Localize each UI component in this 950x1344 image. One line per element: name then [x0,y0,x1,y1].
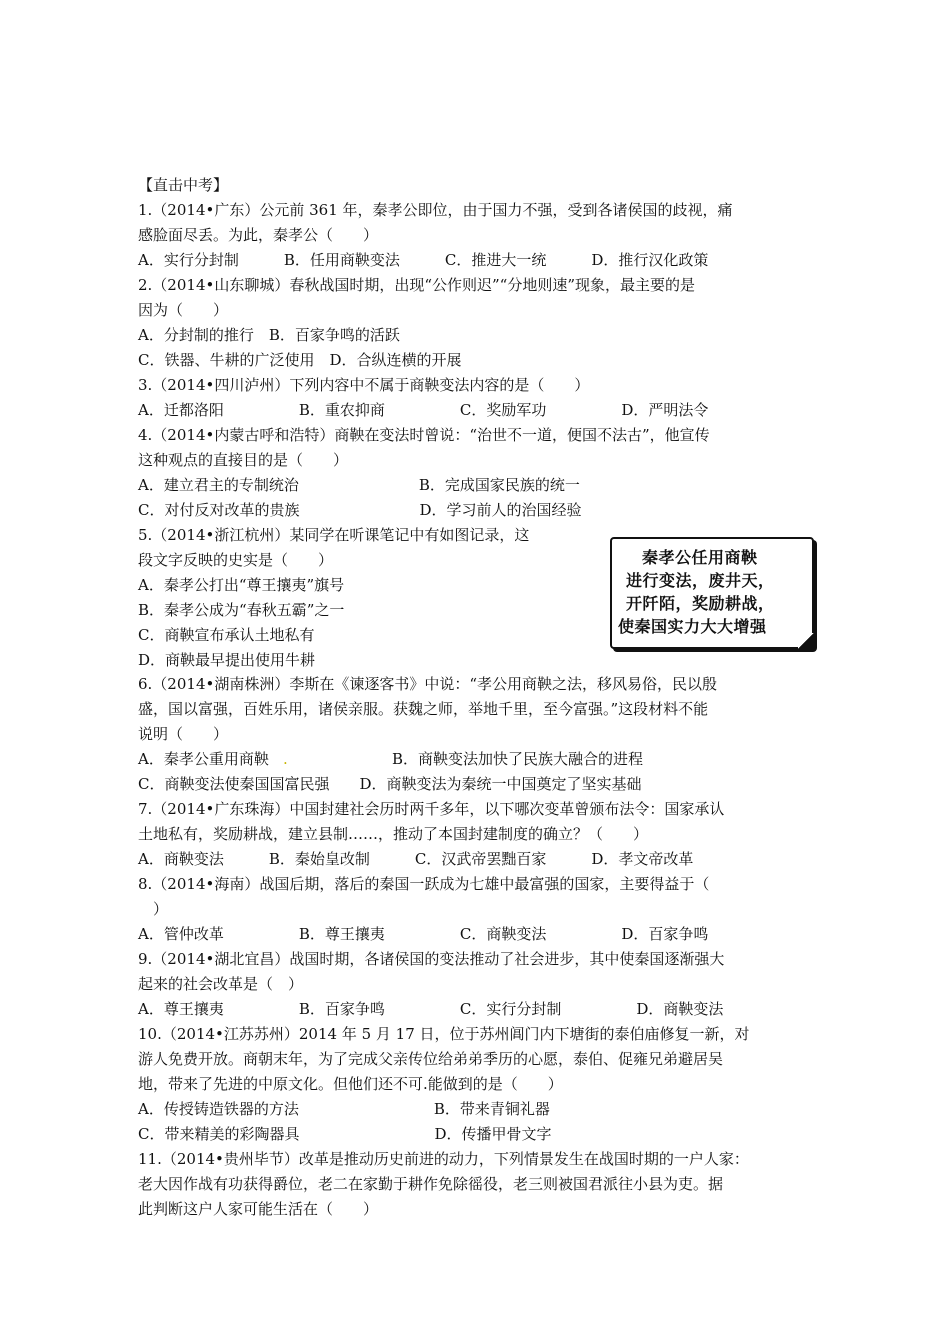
text-line: A．秦孝公打出“尊王攘夷”旗号 [138,576,345,594]
text-line: 游人免费开放。商朝末年，为了完成父亲传位给弟弟季历的心愿，泰伯、促雍兄弟避居吴 [138,1050,724,1068]
text-line: 3.（2014•四川泸州）下列内容中不属于商鞅变法内容的是（ ） [138,376,590,394]
text-line: C．商鞅变法使秦国国富民强 D．商鞅变法为秦统一中国奠定了坚实基础 [138,775,642,793]
text-line: C．铁器、牛耕的广泛使用 D．合纵连横的开展 [138,351,462,369]
text-line: A．尊王攘夷 B．百家争鸣 C．实行分封制 D．商鞅变法 [138,1000,724,1018]
text-line: 8.（2014•海南）战国后期，落后的秦国一跃成为七雄中最富强的国家，主要得益于（ [138,875,710,893]
text-line: 土地私有，奖励耕战，建立县制……，推动了本国封建制度的确立？（ ） [138,825,649,843]
text-line: 因为（ ） [138,301,229,319]
text-line: 9.（2014•湖北宜昌）战国时期，各诸侯国的变法推动了社会进步，其中使秦国逐渐强大 [138,950,725,968]
text-line: 11.（2014•贵州毕节）改革是推动历史前进的动力，下列情景发生在战国时期的一户人家： [138,1150,749,1168]
text-line: B．秦孝公成为“春秋五霸”之一 [138,601,345,619]
note-line: 进行变法，废井天， [626,571,775,590]
text-line: A．实行分封制 B．任用商鞅变法 C．推进大一统 D．推行汉化政策 [138,251,709,269]
text-line: C．带来精美的彩陶器具 D．传播甲骨文字 [138,1125,552,1143]
note-line: 秦孝公任用商鞅 [642,548,758,567]
note-line: 开阡陌，奖励耕战， [626,594,775,613]
text-line: A．传授铸造铁器的方法 B．带来青铜礼器 [138,1100,550,1118]
text-line: C．商鞅宣布承认土地私有 [138,626,315,644]
text-line: 盛，国以富强，百姓乐用，诸侯亲服。获魏之师，举地千里，至今富强。”这段材料不能 [138,700,709,718]
text-line: A．管仲改革 B．尊王攘夷 C．商鞅变法 D．百家争鸣 [138,925,709,943]
text-line: 10.（2014•江苏苏州）2014 年 5 月 17 日，位于苏州阊门内下塘街的泰伯庙修复一新，对 [138,1025,750,1043]
text-line: C．对付反对改革的贵族 D．学习前人的治国经验 [138,501,582,519]
text-line: A．秦孝公重用商鞅 [138,750,269,768]
notebook-note-image [610,537,814,649]
text-line: 7.（2014•广东珠海）中国封建社会历时两千多年，以下哪次变革曾颁布法令：国家承认 [138,800,725,818]
text-line: A．分封制的推行 B．百家争鸣的活跃 [138,326,400,344]
text-line: 地，带来了先进的中原文化。但他们还不可.能做到的是（ ） [138,1075,563,1093]
page-curl-icon [798,633,814,649]
text-line: 1.（2014•广东）公元前 361 年，秦孝公即位，由于国力不强，受到各诸侯国的歧视，痛 [138,201,733,219]
text-line: 5.（2014•浙江杭州）某同学在听课笔记中有如图记录，这 [138,526,530,544]
text-line: A．商鞅变法 B．秦始皇改制 C．汉武帝罢黜百家 D．孝文帝改革 [138,850,694,868]
text-line: A．建立君主的专制统治 B．完成国家民族的统一 [138,476,580,494]
text-line: ） [138,900,169,918]
text-line: 段文字反映的史实是（ ） [138,551,334,569]
text-line: A．迁都洛阳 B．重农抑商 C．奖励军功 D．严明法令 [138,401,709,419]
text-line: 感脸面尽丢。为此，秦孝公（ ） [138,226,379,244]
section-heading: 【直击中考】 [138,176,229,194]
text-line: 这种观点的直接目的是（ ） [138,451,349,469]
text-line: 说明（ ） [138,725,229,743]
text-line: 4.（2014•内蒙古呼和浩特）商鞅在变法时曾说：“治世不一道，便国不法古”，他宣传 [138,426,710,444]
note-line: 使秦国实力大大增强 [618,617,767,636]
q6-option-b: B．商鞅变法加快了民族大融合的进程 [392,750,644,768]
text-line: 老大因作战有功获得爵位，老二在家勤于耕作免除徭役，老三则被国君派往小县为吏。据 [138,1175,724,1193]
text-line: 此判断这户人家可能生活在（ ） [138,1200,379,1218]
text-line: 2.（2014•山东聊城）春秋战国时期，出现“公作则迟”“分地则速”现象，最主要的是 [138,276,696,294]
stray-dot: . [283,750,288,768]
text-line: 6.（2014•湖南株洲）李斯在《谏逐客书》中说：“孝公用商鞅之法，移风易俗，民以殷 [138,675,718,693]
text-line: 起来的社会改革是（ ） [138,975,304,993]
text-line: D．商鞅最早提出使用牛耕 [138,651,316,669]
